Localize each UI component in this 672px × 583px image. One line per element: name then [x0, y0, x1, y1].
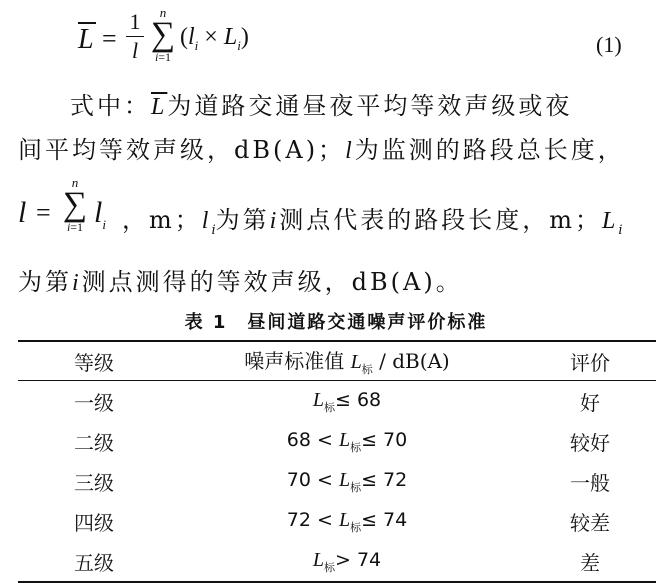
- table-row: [18, 541, 656, 582]
- sum-upper-limit: n: [71, 175, 79, 190]
- table-row: [18, 501, 656, 541]
- equation-1-body: $(l_i \times L_i)$: [180, 24, 249, 53]
- paragraph-line-2: 间平均等效声级，dB(A)；l为监测的路段总长度，: [18, 136, 625, 164]
- paragraph-line-4: 为第i测点测得的等效声级，dB(A)。: [18, 268, 463, 296]
- paragraph-line-1: 式中：$\overline{L}$为道路交通昼夜平均等效声级或夜: [70, 92, 573, 120]
- equation-1: [78, 6, 638, 86]
- cell-grade: 四级: [74, 510, 114, 535]
- equation-1-sum: n ∑ i=1: [148, 6, 178, 64]
- cell-evaluation: 差: [524, 541, 656, 582]
- cell-standard: $68 < L_标\le 70$: [286, 429, 408, 454]
- table-row: [18, 461, 656, 501]
- equation-1-equals: =: [102, 24, 117, 53]
- equation-2-sum: n ∑ i=1: [60, 176, 90, 234]
- cell-standard: $L_标> 74$: [170, 541, 524, 582]
- table-title: 表 1 昼间道路交通噪声评价标准: [184, 312, 488, 333]
- sum-upper-limit: n: [159, 5, 167, 20]
- fraction-numerator: 1: [129, 9, 141, 34]
- cell-grade: 二级: [74, 430, 114, 455]
- cell-standard: $L_标\le 68$: [312, 389, 382, 414]
- cell-grade: 三级: [74, 470, 114, 495]
- cell-evaluation: 较差: [570, 510, 610, 535]
- equation-1-number: (1): [596, 32, 622, 57]
- sum-lower-limit: i=1: [66, 220, 84, 234]
- equation-1-fraction: [126, 10, 144, 63]
- equation-1-lhs: L: [78, 24, 94, 56]
- cell-evaluation: 一般: [570, 470, 610, 495]
- cell-standard: $72 < L_标\le 74$: [286, 509, 408, 534]
- equation-2-line: [18, 176, 668, 260]
- cell-evaluation: 好: [580, 390, 600, 415]
- sum-lower-limit: i=1: [154, 50, 172, 64]
- equation-2-equals: =: [36, 198, 51, 227]
- header-standard: 噪声标准值 $L_标 / dB(A)$: [170, 341, 524, 381]
- table-row: [18, 381, 656, 422]
- paragraph-line-3: ，m；$l_i$为第i测点代表的路段长度，m；$L_i$: [122, 206, 623, 238]
- noise-standard-table: [18, 340, 656, 583]
- header-evaluation: 评价: [524, 341, 656, 381]
- equation-2-lhs: l: [18, 196, 27, 229]
- equation-2-rhs: $l_i$: [94, 196, 106, 232]
- cell-grade: 五级: [18, 541, 170, 582]
- header-grade: 等级: [18, 341, 170, 381]
- cell-standard: $70 < L_标\le 72$: [286, 469, 408, 494]
- fraction-denominator: l: [131, 38, 139, 63]
- cell-evaluation: 较好: [570, 430, 610, 455]
- cell-grade: 一级: [74, 390, 114, 415]
- table-header-row: [18, 341, 656, 381]
- table-row: [18, 421, 656, 461]
